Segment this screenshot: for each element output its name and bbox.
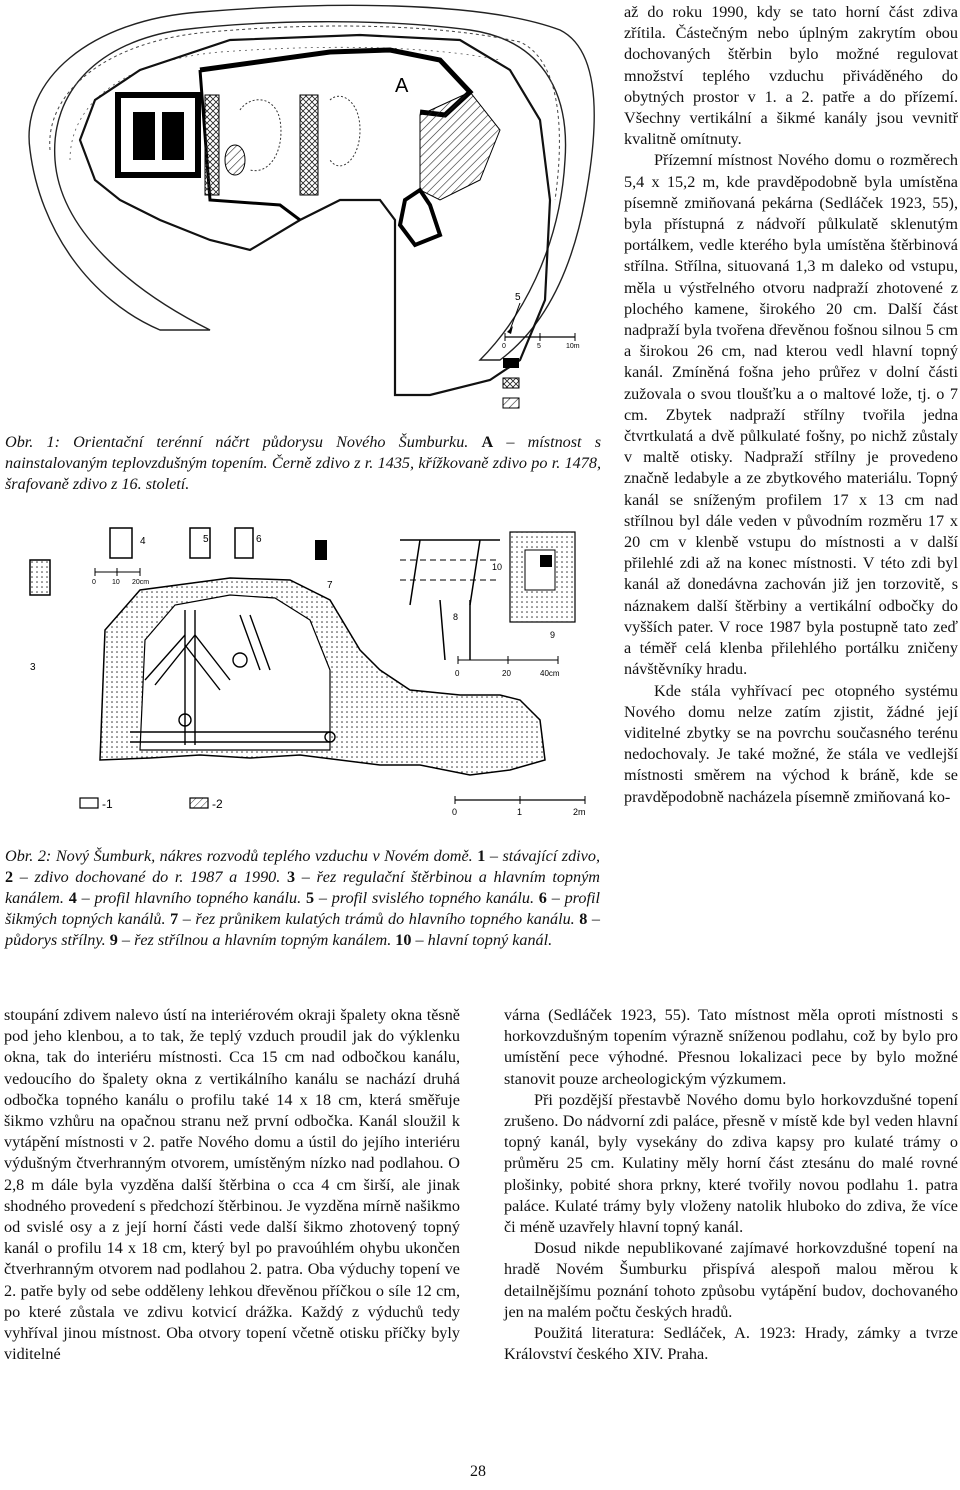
caption-item-number: 8 xyxy=(579,910,588,928)
caption-text-segment: Obr. 2: Nový Šumburk, nákres rozvodů teplého vzduchu v Novém domě. xyxy=(5,847,478,865)
section-9 xyxy=(510,532,575,622)
fig2-label-6: 6 xyxy=(256,534,262,545)
caption-item-number: 5 xyxy=(306,889,315,907)
legend-1-label: -1 xyxy=(102,797,113,811)
right-paragraph-1: až do roku 1990, kdy se tato horní část zdiva zřítila. Částečným nebo úplným zakrytím obou dochovaných štěrbin bylo možné regulovat množství teplého vzduchu přiváděného do obytných prostor v 1. a 2. patře a do přízemí. Všechny vertikální a šikmé kanály jsou vevnitř kvalitně omítnuty. xyxy=(624,3,958,149)
left-column-text xyxy=(4,1005,460,1365)
figure-1-caption-prefix: Obr. 1: Orientační terénní náčrt půdorysu Nového Šumburku. xyxy=(5,433,469,451)
plan-scale-10m: 10m xyxy=(566,343,580,350)
caption-item-number: 9 xyxy=(109,931,118,949)
figure-2-heating-drawing xyxy=(0,520,600,820)
fig2-label-10: 10 xyxy=(492,562,503,572)
scale-small-20cm: 20cm xyxy=(132,579,150,586)
scale-big-2m: 2m xyxy=(573,807,586,817)
lower-right-paragraph-3: Dosud nikde nepublikované zajímavé horkovzdušné topení na hradě Novém Šumburku přispívá alespoň malou měrou k detailnějšímu poznání tohoto způsobu vytápění budov, dochovaného jen na malém počtu českých hradů. xyxy=(504,1239,958,1321)
caption-text-segment: – půdorys střílny. xyxy=(5,910,600,949)
caption-text-segment: – profil svislého topného kanálu. xyxy=(314,889,539,907)
caption-text-segment: – hlavní topný kanál. xyxy=(411,931,553,949)
legend-2-label: -2 xyxy=(212,797,223,811)
scale-mid-20: 20 xyxy=(502,669,511,678)
caption-item-number: 7 xyxy=(170,910,179,928)
plan-legend xyxy=(503,358,519,408)
caption-text-segment: – řez průnikem kulatých trámů do hlavního topného kanálu. xyxy=(178,910,580,928)
caption-text-segment: – řez regulační štěrbinou a hlavním topným kanálem. xyxy=(5,868,600,907)
scale-small xyxy=(92,568,149,586)
fig2-label-7: 7 xyxy=(327,580,333,591)
page-number: 28 xyxy=(470,1463,486,1480)
fig2-label-5: 5 xyxy=(203,534,209,545)
scale-big-1: 1 xyxy=(517,807,523,817)
lower-right-column-text xyxy=(504,1005,958,1365)
figure-1-castle-plan xyxy=(0,0,600,420)
caption-text-segment: – řez střílnou a hlavním topným kanálem. xyxy=(117,931,396,949)
scale-small-10: 10 xyxy=(112,579,120,586)
scale-big xyxy=(452,796,586,817)
scale-mid-40cm: 40cm xyxy=(540,669,560,678)
figure-1-caption-rest: – místnost s nainstalovaným teplovzdušným topením. Černě zdivo z r. 1435, křížkovaně zdivo po r. 1478, šrafovaně zdivo z 16. století. xyxy=(5,433,601,493)
fig2-label-3: 3 xyxy=(30,662,36,673)
fig2-label-8: 8 xyxy=(453,612,459,622)
right-paragraph-3: Kde stála vyhřívací pec otopného systému Nového domu nelze zatím zjistit, žádné její viditelné zbytky se na povrchu současného terénu nedochovaly. Je také možné, že stála ve vedlejší místnosti směrem na východ k bráně, kde se pravděpodobně nacházela písemně zmiňovaná ko- xyxy=(624,681,958,806)
figure-2-caption xyxy=(5,846,600,951)
figure-1-caption-a: A xyxy=(481,433,494,451)
right-column-text xyxy=(624,2,958,808)
lower-right-paragraph-2: Při pozdější přestavbě Nového domu bylo horkovzdušné topení zrušeno. Do nádvorní zdi paláce, přesně v místě kde byl veden hlavní topný kanál, byly vysekány do zdiva kapsy pro kulaté trámy o průměru 25 cm. Kulatiny měly horní část ztesánu do malé rovné plošinky, pobité shora prkny, které tvořily novou podlahu 1. patra paláce. Kulaté trámy byly vloženy natolik hluboko do zdiva, že více či méně uzavřely hlavní topný kanál. xyxy=(504,1090,958,1237)
figure-1-caption xyxy=(5,432,601,495)
caption-item-number: 1 xyxy=(477,847,486,865)
scale-mid-0: 0 xyxy=(455,669,460,678)
caption-item-number: 10 xyxy=(395,931,412,949)
caption-item-number: 6 xyxy=(538,889,547,907)
caption-text-segment: – zdivo dochované do r. 1987 a 1990. xyxy=(13,868,287,886)
scale-big-0: 0 xyxy=(452,807,458,817)
fig2-legend xyxy=(80,797,223,811)
plan-scale-0: 0 xyxy=(502,343,506,350)
scale-small-0: 0 xyxy=(92,579,96,586)
lower-right-paragraph-1: várna (Sedláček 1923, 55). Tato místnost měla oproti místnosti s horkovzdušným topením výrazně sníženou podlahu, což by bylo pro umístění pece výhodné. Přesnou lokalizaci pece by bylo možné stanovit pouze archeologickým výzkumem. xyxy=(504,1006,958,1088)
left-paragraph-1: stoupání zdivem nalevo ústí na interiérovém okraji špalety okna těsně pod jeho klenbou, a to tak, že teplý vzduch proudil jak do výklenku okna, tak do interiéru místnosti. Cca 15 cm nad odbočkou kanálu, vedoucího do špalety okna z vertikálního kanálu se nachází druhá odbočka topného kanálu o profilu také 14 x 18 cm, která směřuje šikmo vzhůru na opačnou stranu než první odbočka. Kanál sloužil k vytápění místnosti v 2. patře Nového domu a ústil do jejího interiéru výdušným čtverhranným otvorem, umístěným nízko nad podlahou. O 2,8 m dále byla vyzděna další štěrbina o cca 4 cm širší, ale jinak shodného provedení s předchozí štěrbinou. Je vyzděna mírně našikmo od svislé osy a z její horní části vede další šikmo zhotovený topný kanál o profilu 14 x 18 cm, který byl po pravoúhlém ohybu ukončen čtverhranným otvorem nad podlahou 2. patra. Oba výduchy topení ve 2. patře byly od sebe odděleny lehkou dřevěnou příčkou o síle 12 cm, po které zůstala ve zdivu kotvicí drážka. Každý z výduchů tedy vyhříval jinou místnost. Oba otvory topení včetně otisku příčky byly viditelné xyxy=(4,1006,460,1364)
fig2-label-4: 4 xyxy=(140,536,146,547)
caption-text-segment: – profil šikmých topných kanálů. xyxy=(5,889,600,928)
caption-item-number: 3 xyxy=(286,868,296,886)
fig2-label-9: 9 xyxy=(550,630,556,640)
plan-scale-5: 5 xyxy=(537,343,541,350)
plan-label-a: A xyxy=(395,75,409,97)
lower-right-paragraph-4: Použitá literatura: Sedláček, A. 1923: Hrady, zámky a tvrze Království českého XIV. Praha. xyxy=(504,1324,958,1364)
right-paragraph-2: Přízemní místnost Nového domu o rozměrech 5,4 x 15,2 m, kde pravděpodobně byla umístěna písemně zmiňovaná pekárna (Sedláček 1923, 55), byla přístupná z nádvoří půlkulatě sklenutým portálkem, vedle kterého byla umístěna štěrbinová střílna. Střílna, situovaná 1,3 m daleko od vstupu, měla u výstřelného otvoru nadpraží zhotovené z plochého kamene, širokého 20 cm. Další část nadpraží byla tvořena dřevěnou fošnou silnou 5 cm a širokou 26 cm, nad kterou vedl hlavní topný kanál. Zmíněná fošna jeho průřez v dolní části zužovala o svou tloušťku a o maltové lože, tj. o 7 cm. Zbytek nadpraží střílny tvořila jedna čtvrtkulatá a dvě půlkulaté fošny, po nichž zůstaly v maltě otisky. Nadpraží střílny je provedeno značně ledabyle a ze zbytkového materiálu. Topný kanál se sníženým profilem 17 x 13 cm nad střílnou byl dále veden v původním rozměru 17 x 20 cm v klenbě vstupu do místnosti a v další přilehlé zdi až na konec místnosti. V této zdi byl kanál až donedávna zachován již jen torzovitě, s náznakem další štěrbiny a vertikální odbočky do vyšších pater. V roce 1987 byla postupně tato zeď a téměř celá klenba přilehlého portálku zničeny návštěvníky hradu. xyxy=(624,151,958,679)
caption-item-number: 4 xyxy=(68,889,77,907)
caption-item-number: 2 xyxy=(5,868,14,886)
plan-scale-bar xyxy=(502,333,580,350)
caption-text-segment: – stávající zdivo, xyxy=(485,847,601,865)
caption-text-segment: – profil hlavního topného kanálu. xyxy=(76,889,306,907)
plan-marker-5: 5 xyxy=(515,292,521,303)
